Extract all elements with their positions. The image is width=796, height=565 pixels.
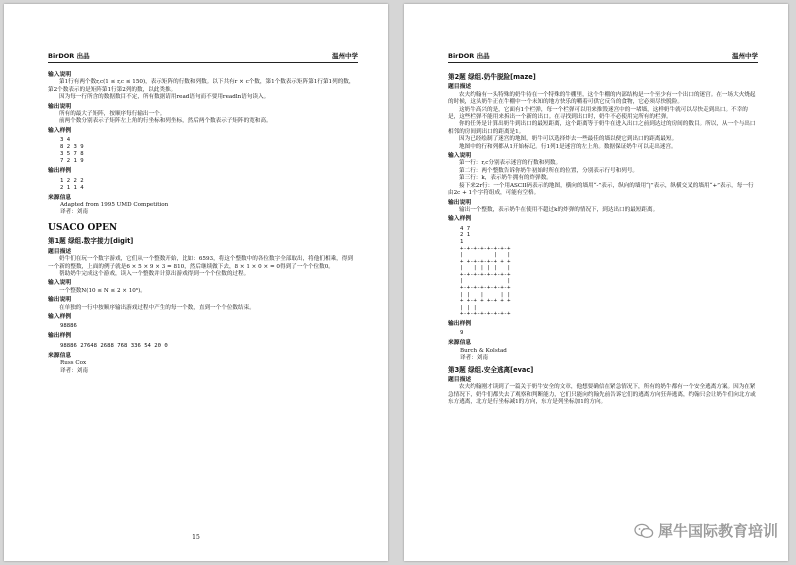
output-desc-text: 输出一个整数，表示奶牛在使用不超过k的炸弹的情况下，到达出口的最短距离。 xyxy=(459,206,659,213)
problem-desc-text: 奶牛们在玩一个数字游戏，它们从一个整数开始，比如：6593，将这个整数中的各位数字全部取出，将他们相乘，得到一个新的整数，上面的例子就是6 × 5 × 9 × 3 = 810，然后继续做下去，8 × 1 × 0 × = 0得到了一个个位数0。 xyxy=(48,256,353,270)
watermark xyxy=(634,520,778,541)
header-right: 温州中学 xyxy=(732,52,758,60)
translator-text: 译者：刘南 xyxy=(460,355,488,362)
problem-title: 第2题 绿组.奶牛脱险[maze] xyxy=(448,73,536,81)
source-text: Adapted from 1995 UMD Competition xyxy=(60,202,169,209)
source-heading: 来源信息 xyxy=(48,352,72,359)
problem-desc-text: 你的任务是计算出奶牛到出口的最短距离，这个距离等于奶牛在进入出口之前到达过的房间的数目。所以，从一个与出口相邻的房间到出口的距离是1。 xyxy=(448,121,756,135)
document-page-left xyxy=(4,4,388,561)
output-desc-text: 在单独的一行中按顺序输出游戏过程中产生的每一个数，直到一个个位数结束。 xyxy=(59,304,255,311)
section-title: USACO OPEN xyxy=(48,222,118,233)
page-number: 15 xyxy=(192,534,200,541)
header-left: BirDOR 出品 xyxy=(448,52,490,60)
input-desc-heading: 输入说明 xyxy=(448,153,472,160)
output-sample-code: 9 xyxy=(460,330,464,337)
input-desc-text: 因为每一行所含的数据数目不定，所有数据请用read语句而不要用readln语句读入。 xyxy=(59,94,270,101)
output-desc-heading: 输出说明 xyxy=(48,297,72,304)
watermark-text: 犀牛国际教育培训 xyxy=(657,522,778,540)
input-sample-heading: 输入样例 xyxy=(48,313,72,320)
problem-desc-text: 帮助奶牛完成这个游戏，读入一个整数并计算出游戏得到一个个位数的过程。 xyxy=(59,270,250,277)
problem-title: 第1题 绿组.数字接力[digit] xyxy=(48,237,134,246)
input-desc-text: 接下来2r行：一个用ASCII码表示的地图，横向的墙用“-”表示，纵向的墙用“|”表示，纵横交叉的墙用“+”表示，每一行由2c + 1个字符组成，可能有空格。 xyxy=(448,182,754,197)
input-sample-code: 98886 xyxy=(60,323,77,330)
page-content xyxy=(48,70,358,375)
problem-desc-heading: 题目描述 xyxy=(448,377,472,384)
problem-desc-heading: 题目描述 xyxy=(448,84,472,91)
input-desc-text: 第1行有两个数r,c(1 ≤ r,c ≤ 150)，表示矩阵的行数和列数。以下共有r × c个数，第1个数表示矩阵第1行第1列的数，第2个数表示的是矩阵第1行第2列的数，以此类推。 xyxy=(48,79,355,93)
input-desc-text: 第二行：两个整数告诉你奶牛初始时所在的位置，分别表示行号和列号。 xyxy=(459,167,639,174)
problem-desc-heading: 题目描述 xyxy=(48,248,72,255)
output-desc-heading: 输出说明 xyxy=(448,199,472,206)
source-heading: 来源信息 xyxy=(448,340,472,347)
input-desc-text: 第三行：k，表示奶牛拥有的炸弹数。 xyxy=(459,175,552,182)
header-left: BirDOR 出品 xyxy=(48,52,90,60)
input-sample-heading: 输入样例 xyxy=(448,216,472,223)
document-page-right xyxy=(404,4,788,561)
output-sample-heading: 输出样例 xyxy=(48,333,72,340)
maze-sample-code: 4 7 2 1 1 +-+-+-+-+-+-+-+ | | | + +-+-+-+-+ + + | | | | | | +-+-+-+-+-+-+-+ | | +-+-+-+-+-+-+-+ | | | | | + +-+ + +-+ + + | | | +-+-+-+-+-+-+-+ xyxy=(460,225,511,318)
problem-desc-text: 地图中的行和列都从1开始标记。行1列1是迷宫的左上角。数据保证奶牛可以走出迷宫。 xyxy=(459,143,677,150)
problem-desc-text: 农夫约翰刚才读到了一篇关于奶牛安全的文章，他想要确信在紧急情况下，所有的奶牛都有一个安全逃离方案。因为在紧急情况下，奶牛们都失去了观察和判断能力，它们只能向约翰先前告诉它们的逃离方向狂奔逃离，约翰只会让奶牛们向北方或东方逃离，北方是行坐标减1的方向，东方是列坐标加1的方向。 xyxy=(448,384,756,406)
output-desc-text: 所有的最大子矩阵，按顺序每行输出一个。 xyxy=(59,111,166,118)
output-sample-heading: 输出样例 xyxy=(48,168,72,175)
page-header xyxy=(48,48,358,63)
input-desc-text: 第一行：r,c分别表示迷宫的行数和列数。 xyxy=(459,160,562,167)
input-desc-heading: 输入说明 xyxy=(48,280,72,287)
output-desc-heading: 输出说明 xyxy=(48,103,72,110)
input-sample-heading: 输入样例 xyxy=(48,127,72,134)
input-desc-text: 一个整数N(10 ≤ N ≤ 2 × 10⁶)。 xyxy=(59,287,146,294)
wechat-icon xyxy=(634,523,654,539)
input-sample-code: 3 4 8 2 3 9 3 5 7 8 7 2 1 9 xyxy=(60,137,84,165)
page-content xyxy=(448,70,758,407)
page-header xyxy=(448,48,758,63)
translator-text: 译者：刘南 xyxy=(60,209,88,216)
problem-desc-text: 这奶牛高兴的是，它面有1个栏弹，每一个栏弹可以用来推毁迷宫中的一堵墙，这样奶牛就可以尽快走到出口。不幸的是，这些栏弹不能用来拆出一个新的出口。在寻找到出口时，奶牛不必使用完所有的栏弹。 xyxy=(448,106,748,121)
output-sample-heading: 输出样例 xyxy=(448,321,472,328)
translator-text: 译者：刘南 xyxy=(60,367,88,374)
output-sample-code: 98886 27648 2688 768 336 54 20 0 xyxy=(60,342,168,349)
problem-desc-text: 因为已经绘制了迷宫的地图，奶牛可以选择炸去一些最佳的墙以便它到出口的距离最短。 xyxy=(459,136,678,143)
output-sample-code: 1 2 2 2 2 1 1 4 xyxy=(60,177,84,191)
source-text: Russ Cox xyxy=(60,360,87,367)
header-right: 温州中学 xyxy=(332,52,358,60)
problem-desc-text: 农夫约翰有一头特殊的奶牛待在一个特殊的牛棚里，这个牛棚的内部结构是一个至少有一个出口的迷宫。在一场大火烧起的时候，这头奶牛正在牛棚中一个未知的地方快乐的嚼着可供它反刍的食物，它必须尽快脱险。 xyxy=(448,91,756,106)
problem-title: 第3题 绿组.安全逃离[evac] xyxy=(448,365,534,374)
source-heading: 来源信息 xyxy=(48,194,72,201)
output-desc-text: 前两个数分别表示子矩阵左上角的行坐标和列坐标，然后两个数表示子矩阵的宽和高。 xyxy=(59,118,272,125)
source-text: Burch & Kolstad xyxy=(460,347,507,354)
input-desc-heading: 输入说明 xyxy=(48,72,72,78)
